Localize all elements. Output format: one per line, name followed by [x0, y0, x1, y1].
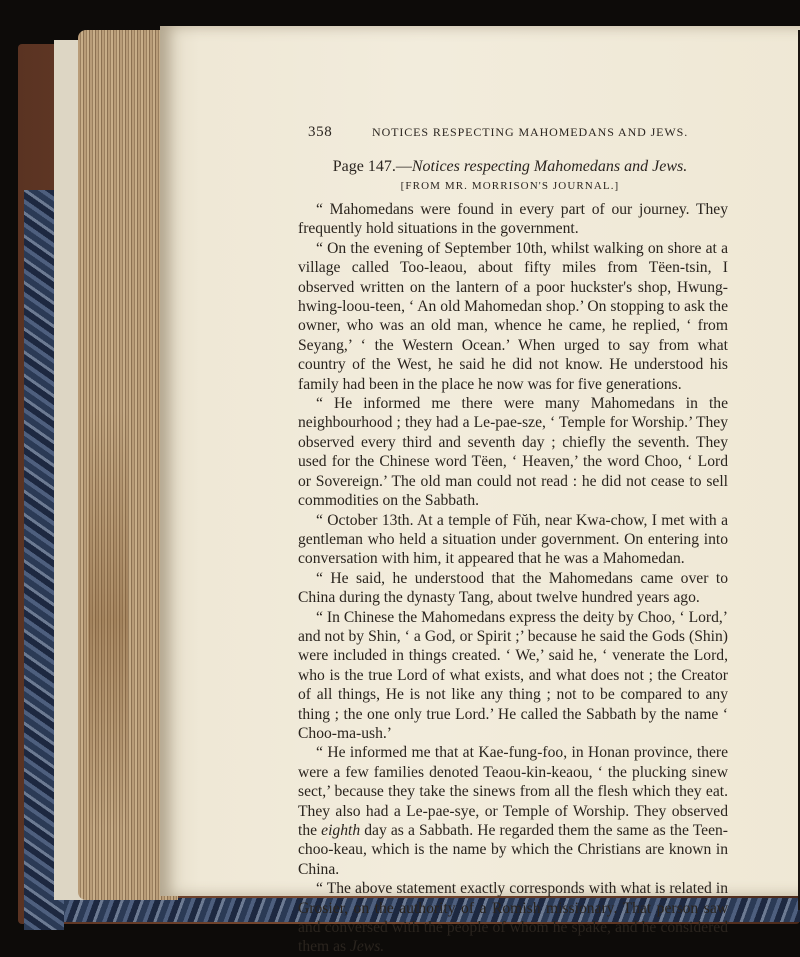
- page-edge-stain: [88, 410, 128, 830]
- running-title: NOTICES RESPECTING MAHOMEDANS AND JEWS.: [372, 125, 689, 139]
- section-title-italic: Notices respecting Mahomedans and Jews.: [411, 158, 688, 175]
- paragraph-text: “ The above statement exactly corresponds with what is related in Grosier, on the authority of a Romish missionary. That person saw and conversed with the people of whom he spake, and he considered them as: [298, 880, 728, 956]
- section-subtitle: [FROM MR. MORRISON'S JOURNAL.]: [400, 180, 620, 192]
- paragraph: “ October 13th. At a temple of Fŭh, near Kwa-chow, I met with a gentleman who held a situation under government. On entering into conversation with him, it appeared that he was a Mahomedan.: [298, 511, 728, 568]
- page-number: 358: [308, 124, 333, 140]
- paragraph-italic-word: Jews.: [349, 938, 385, 956]
- paragraph-text: day as a Sabbath. He regarded them the same as the Teen-choo-keau, which is the name by which the Christians are known in China.: [298, 822, 728, 878]
- paragraph: “ He said, he understood that the Mahomedans came over to China during the dynasty Tang, about twelve hundred years ago.: [298, 569, 728, 607]
- paragraph: “ In Chinese the Mahomedans express the deity by Choo, ‘ Lord,’ and not by Shin, ‘ a God, or Spirit ;’ because he said the Gods (Shin) were included in things created. ‘ We,’ said he, ‘ venerate the Lord, who is the true Lord of what exists, and what does not ; the Creator of all things, He is not like any thing ; not to be compared to any thing ; the one only true Lord.’ He called the Sabbath by the name ‘ Choo-ma-ush.’: [298, 608, 728, 742]
- paragraph-text: “ He informed me that at Kae-fung-foo, in Honan province, there were a few families denoted Teaou-kin-keaou, ‘ the plucking sinew sect,’ because they take the sinews from all the flesh which they eat. They also had a Le-pae-sye, or Temple of Worship. They observed the: [298, 744, 728, 839]
- paragraph-italic-word: eighth: [321, 822, 361, 839]
- section-title-prefix: Page 147.—: [332, 158, 412, 175]
- running-header: [308, 124, 689, 144]
- section-title: [300, 158, 720, 176]
- body-text: [298, 200, 728, 957]
- paragraph: “ Mahomedans were found in every part of our journey. They frequently hold situations in the government.: [298, 201, 728, 238]
- paragraph: [298, 879, 728, 957]
- paragraph: “ He informed me there were many Mahomedans in the neighbourhood ; they had a Le-pae-sze, ‘ Temple for Worship.’ They observed every third and seventh day ; chiefly the seventh. They used for the Chinese word Tëen, ‘ Heaven,’ the word Choo, ‘ Lord or Sovereign.’ The old man could not read : he did not cease to sell commodities on the Sabbath.: [298, 395, 728, 510]
- paragraph: “ On the evening of September 10th, whilst walking on shore at a village called Too-leaou, about fifty miles from Tëen-tsin, I observed written on the lantern of a poor huckster's shop, Hwung-hwing-loou-teen, ‘ An old Mahomedan shop.’ On stopping to ask the owner, who was an old man, whence he came, he replied, ‘ from Seyang,’ ‘ the Western Ocean.’ When urged to say from what country of the West, he said he did not know. He understood his family had been in the place he now was for five generations.: [298, 239, 728, 393]
- paragraph: [298, 743, 728, 879]
